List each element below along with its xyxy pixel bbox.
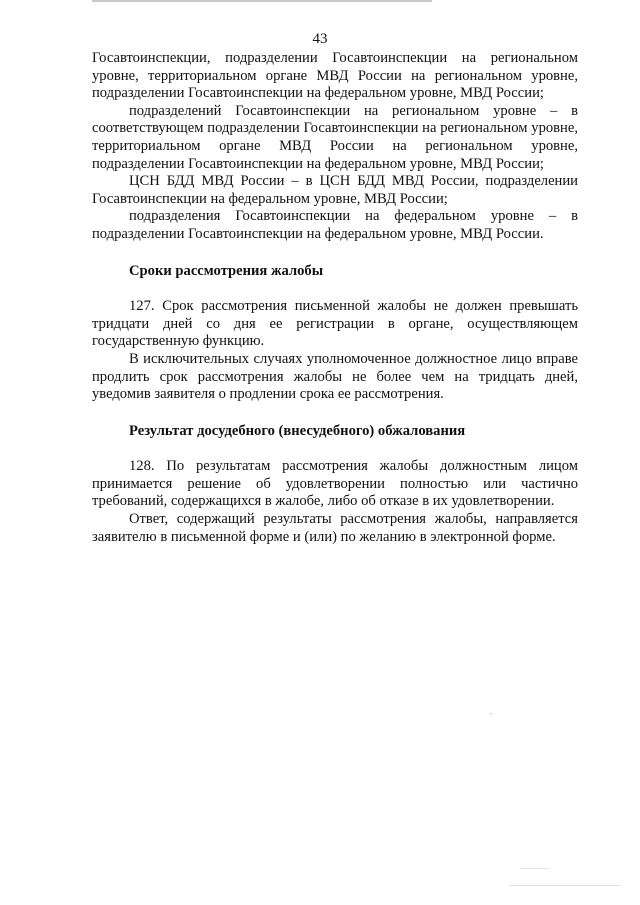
scan-speck xyxy=(510,885,620,886)
paragraph-127-extension: В исключительных случаях уполномоченное должностное лицо вправе продлить срок рассмотрения жалобы не более чем на тридцать дней, уведомив заявителя о продлении срока ее рассмотрения. xyxy=(92,350,578,403)
page-number: 43 xyxy=(312,31,328,47)
section-heading-review-terms: Сроки рассмотрения жалобы xyxy=(129,262,324,279)
scan-speck xyxy=(520,868,550,869)
scan-speck xyxy=(490,713,492,714)
section-heading-appeal-result: Результат досудебного (внесудебного) обжалования xyxy=(129,422,466,439)
scan-top-edge xyxy=(92,0,432,2)
paragraph-top-3: подразделения Госавтоинспекции на федеральном уровне – в подразделении Госавтоинспекции на федеральном уровне, МВД России. xyxy=(92,208,578,242)
paragraph-top-2: ЦСН БДД МВД России – в ЦСН БДД МВД России, подразделении Госавтоинспекции на федеральном уровне, МВД России; xyxy=(92,173,578,207)
document-body xyxy=(92,50,578,546)
paragraph-128: 128. По результатам рассмотрения жалобы должностным лицом принимается решение об удовлетворении полностью или частично требований, содержащихся в жалобе, либо об отказе в их удовлетворении. xyxy=(92,458,578,510)
paragraph-top-1: подразделений Госавтоинспекции на региональном уровне – в соответствующем подразделении Госавтоинспекции на региональном уровне, территориальном органе МВД России на региональном уровне, подразделении Госавтоинспекции на федеральном уровне, МВД России; xyxy=(92,102,578,172)
paragraph-top-0: Госавтоинспекции, подразделении Госавтоинспекции на региональном уровне, территориальном органе МВД России на региональном уровне, подразделении Госавтоинспекции на федеральном уровне, МВД России; xyxy=(92,50,578,102)
paragraph-127: 127. Срок рассмотрения письменной жалобы не должен превышать тридцати дней со дня ее регистрации в органе, осуществляющем государственную функцию. xyxy=(92,298,578,350)
paragraph-128-answer: Ответ, содержащий результаты рассмотрения жалобы, направляется заявителю в письменной форме и (или) по желанию в электронной форме. xyxy=(92,511,578,545)
